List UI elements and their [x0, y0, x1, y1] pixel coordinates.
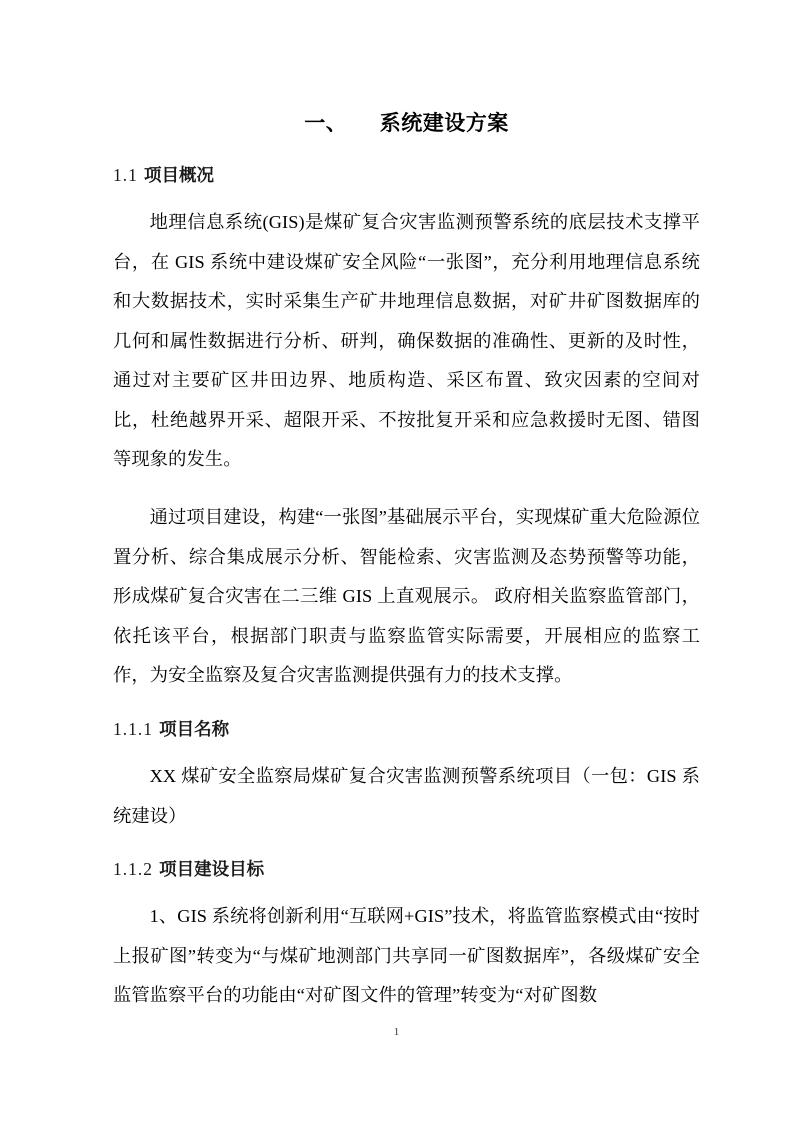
- paragraph-group-overview: [113, 203, 700, 480]
- heading-project-goal: [113, 856, 700, 883]
- paragraph-project-goal: 1、GIS 系统将创新利用“互联网+GIS”技术，将监管监察模式由“按时上报矿图”转变为“与煤矿地测部门共享同一矿图数据库”，各级煤矿安全监管监察平台的功能由“对矿图文件的管理”转变为“对矿图数: [113, 906, 700, 1005]
- heading-overview: [113, 162, 700, 189]
- section-heading-1-1-2: [113, 856, 700, 883]
- heading-label-1-1: 项目概况: [143, 166, 214, 186]
- page-number: 1: [393, 1026, 400, 1038]
- heading-label-1-1-1: 项目名称: [159, 720, 230, 740]
- heading-number-1-1-1: 1.1.1: [113, 719, 153, 739]
- paragraph-project-name: XX 煤矿安全监察局煤矿复合灾害监测预警系统项目（一包：GIS 系统建设）: [113, 766, 700, 826]
- section-heading-1-1-1: [113, 716, 700, 743]
- heading-label-1-1-2: 项目建设目标: [159, 860, 265, 880]
- heading-project-name: [113, 716, 700, 743]
- paragraph-overview-2: 通过项目建设，构建“一张图”基础展示平台，实现煤矿重大危险源位置分析、综合集成展示分析、智能检索、灾害监测及态势预警等功能，形成煤矿复合灾害在二三维 GIS 上直观展示。 政府相关监察监管部门，依托该平台，根据部门职责与监察监管实际需要，开展相应的监察工作，为安全监察及复合灾害监测提供强有力的技术支撑。: [113, 507, 700, 685]
- section-heading-1-1: [113, 162, 700, 189]
- heading-number-1-1: 1.1: [113, 165, 138, 185]
- paragraph-group-overview-2: [113, 498, 700, 696]
- paragraph-group-project-goal: [113, 897, 700, 1016]
- heading-number-1-1-2: 1.1.2: [113, 859, 153, 879]
- paragraph-group-project-name: [113, 757, 700, 836]
- paragraph-overview-1: 地理信息系统(GIS)是煤矿复合灾害监测预警系统的底层技术支撑平台，在 GIS 系统中建设煤矿安全风险“一张图”，充分利用地理信息系统和大数据技术，实时采集生产矿井地理信息数据，对矿井矿图数据库的几何和属性数据进行分析、研判，确保数据的准确性、更新的及时性，通过对主要矿区井田边界、地质构造、采区布置、致灾因素的空间对比，杜绝越界开采、超限开采、不按批复开采和应急救援时无图、错图等现象的发生。: [113, 212, 700, 469]
- page-title: 一、 系统建设方案: [304, 111, 509, 135]
